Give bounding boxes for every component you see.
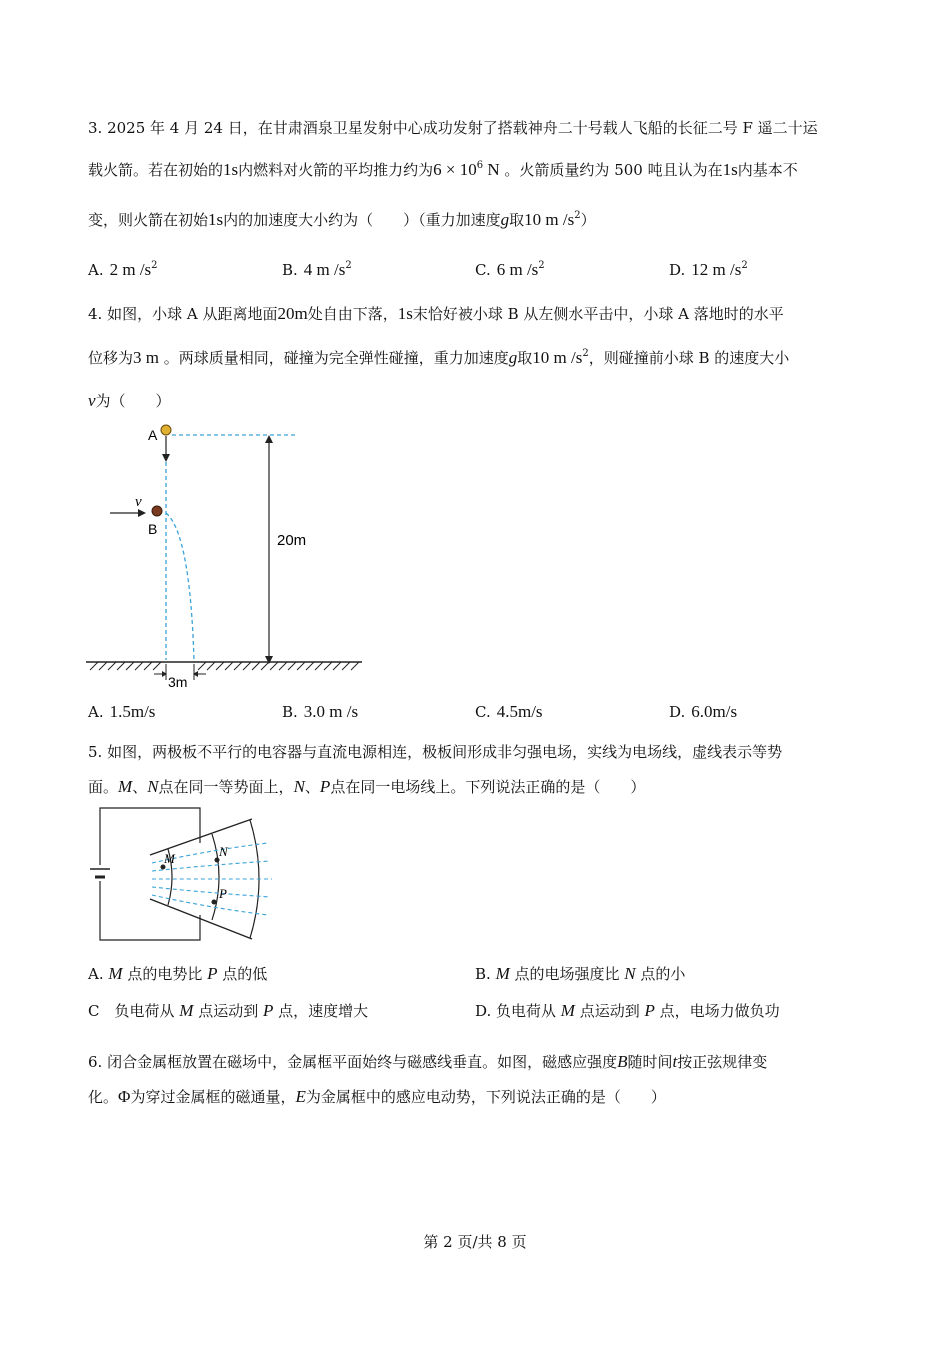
page-footer: 第 2 页/共 8 页	[423, 1233, 527, 1251]
label-n: N	[219, 844, 228, 859]
label-m: M	[164, 851, 175, 866]
q5-line-2: 面。M、N点在同一等势面上，N、P点在同一电场线上。下列说法正确的是（ ）	[88, 777, 646, 796]
q4-line-1: 4. 如图，小球 A 从距离地面20m处自由下落，1s末恰好被小球 B 从左侧水平击中，小球 A 落地时的水平	[88, 304, 784, 323]
q3-line-2: 载火箭。若在初始的1s内燃料对火箭的平均推力约为$6 \times 10^6$ N 。火箭质量约为 500 吨且认为在1s内基本不	[88, 160, 798, 179]
q4-figure	[86, 418, 376, 693]
height-arrow-top	[265, 435, 273, 443]
q6-line-1: 6. 闭合金属框放置在磁场中，金属框平面始终与磁感线垂直。如图，磁感应强度B随时间t按正弦规律变	[88, 1052, 768, 1071]
v-label: v	[135, 494, 142, 510]
q4-option-c: C. 4.5m/s	[475, 702, 543, 721]
ball-b-label: B	[148, 521, 158, 537]
q5-figure	[90, 805, 275, 950]
q3-option-a: A. 2 m $/s^2$	[88, 260, 158, 279]
upper-plate	[150, 819, 252, 855]
dist-label: 3m	[168, 674, 188, 690]
q3-line-3: 变，则火箭在初始1s内的加速度大小约为（ ）（重力加速度g取10 m $/s^2$）	[88, 210, 596, 229]
q5-option-b: B. M 点的电场强度比 N 点的小	[475, 964, 686, 983]
ball-a	[161, 425, 171, 435]
q3-option-c: C. 6 m $/s^2$	[475, 260, 545, 279]
q4-option-d: D. 6.0m/s	[669, 702, 738, 721]
q4-option-a: A. 1.5m/s	[88, 702, 156, 721]
ball-a-label: A	[148, 427, 158, 443]
q3-line-1: 3. 2025 年 4 月 24 日，在甘肃酒泉卫星发射中心成功发射了搭载神舟二十号载人飞船的长征二号 F 遥二十运	[88, 119, 818, 137]
q5-option-d: D. 负电荷从 M 点运动到 P 点，电场力做负功	[475, 1001, 780, 1020]
height-arrow-bottom	[265, 656, 273, 664]
height-label: 20m	[277, 532, 307, 549]
q4-option-b: B. 3.0 m /s	[282, 702, 359, 721]
q5-option-a: A. M 点的电势比 P 点的低	[88, 964, 268, 983]
q5-line-1: 5. 如图，两极板不平行的电容器与直流电源相连，极板间形成非匀强电场，实线为电场线，虚线表示等势	[88, 743, 783, 761]
point-p	[212, 900, 217, 905]
q4-line-2: 位移为3 m 。两球质量相同，碰撞为完全弹性碰撞，重力加速度g取10 m $/s^2$，则碰撞前小球 B 的速度大小	[88, 348, 790, 367]
q5-option-c: C 负电荷从 M 点运动到 P 点，速度增大	[88, 1001, 369, 1020]
q4-line-3: v为（ ）	[88, 391, 171, 410]
circuit-top-wire	[100, 808, 200, 865]
v-arrowhead	[138, 509, 146, 517]
a-fall-arrowhead	[162, 454, 170, 462]
q3-option-b: B. 4 m $/s^2$	[282, 260, 352, 279]
ground-hatching	[90, 662, 359, 670]
ball-b	[152, 506, 162, 516]
label-p: P	[219, 886, 227, 901]
q3-option-d: D. 12 m $/s^2$	[669, 260, 748, 279]
q6-line-2: 化。Φ为穿过金属框的磁通量，E为金属框中的感应电动势，下列说法正确的是（ ）	[88, 1087, 666, 1106]
circuit-bottom-wire	[100, 881, 200, 940]
a-curved-path	[166, 513, 194, 660]
